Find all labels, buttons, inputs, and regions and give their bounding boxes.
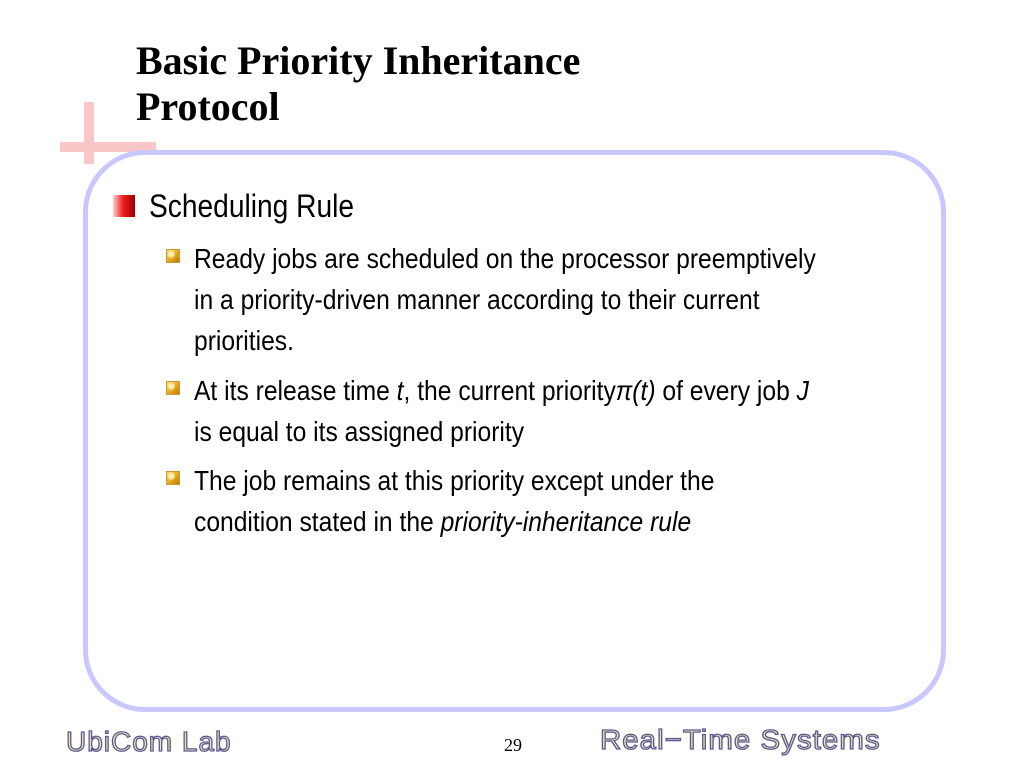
sub-bullet-1-text [194,238,816,361]
gold-square-bullet-icon [166,249,180,263]
footer-lab-name: UbiCom Lab [66,726,232,757]
priority-inheritance-rule-term: priority-inheritance rule [440,506,692,537]
release-time-variable: t [396,375,404,406]
gold-square-bullet-icon [166,381,180,395]
sub-bullet-3-line-1: The job remains at this priority except under the [194,465,715,496]
slide-title [136,38,580,130]
slide-title-line-2: Protocol [136,84,280,129]
sub-bullet-1 [166,238,901,361]
crosshair-decoration-vertical [84,102,94,164]
sub-bullet-2-line-1 [194,370,809,411]
sub-bullet-1-line-1: Ready jobs are scheduled on the processor preemptively [194,243,816,274]
sub-bullet-2-text-a: At its release time [194,375,397,406]
sub-bullet-2-line-2: is equal to its assigned priority [194,416,525,447]
sub-bullet-3-line-2 [194,501,714,542]
sub-bullet-2 [166,370,893,452]
job-variable: J [796,375,809,406]
sub-bullet-2-text-b: , the current priority [403,375,616,406]
slide-title-line-1: Basic Priority Inheritance [136,38,581,83]
footer-course-name: Real−Time Systems [600,724,881,755]
sub-bullet-1-line-3: priorities. [194,325,294,356]
sub-bullet-2-text-c: of every job [655,375,797,406]
sub-bullet-3 [166,460,785,542]
main-bullet-text: Scheduling Rule [149,188,355,224]
sub-bullet-2-text [194,370,809,452]
sub-bullet-3-text-a: condition stated in the [194,506,441,537]
sub-bullet-3-text [194,460,714,542]
gold-square-bullet-icon [166,471,180,485]
priority-function: π(t) [615,375,656,406]
sub-bullet-1-line-2: in a priority-driven manner according to their current [194,284,760,315]
red-square-bullet-icon [113,195,135,217]
page-number: 29 [504,735,522,755]
main-bullet [113,186,382,226]
